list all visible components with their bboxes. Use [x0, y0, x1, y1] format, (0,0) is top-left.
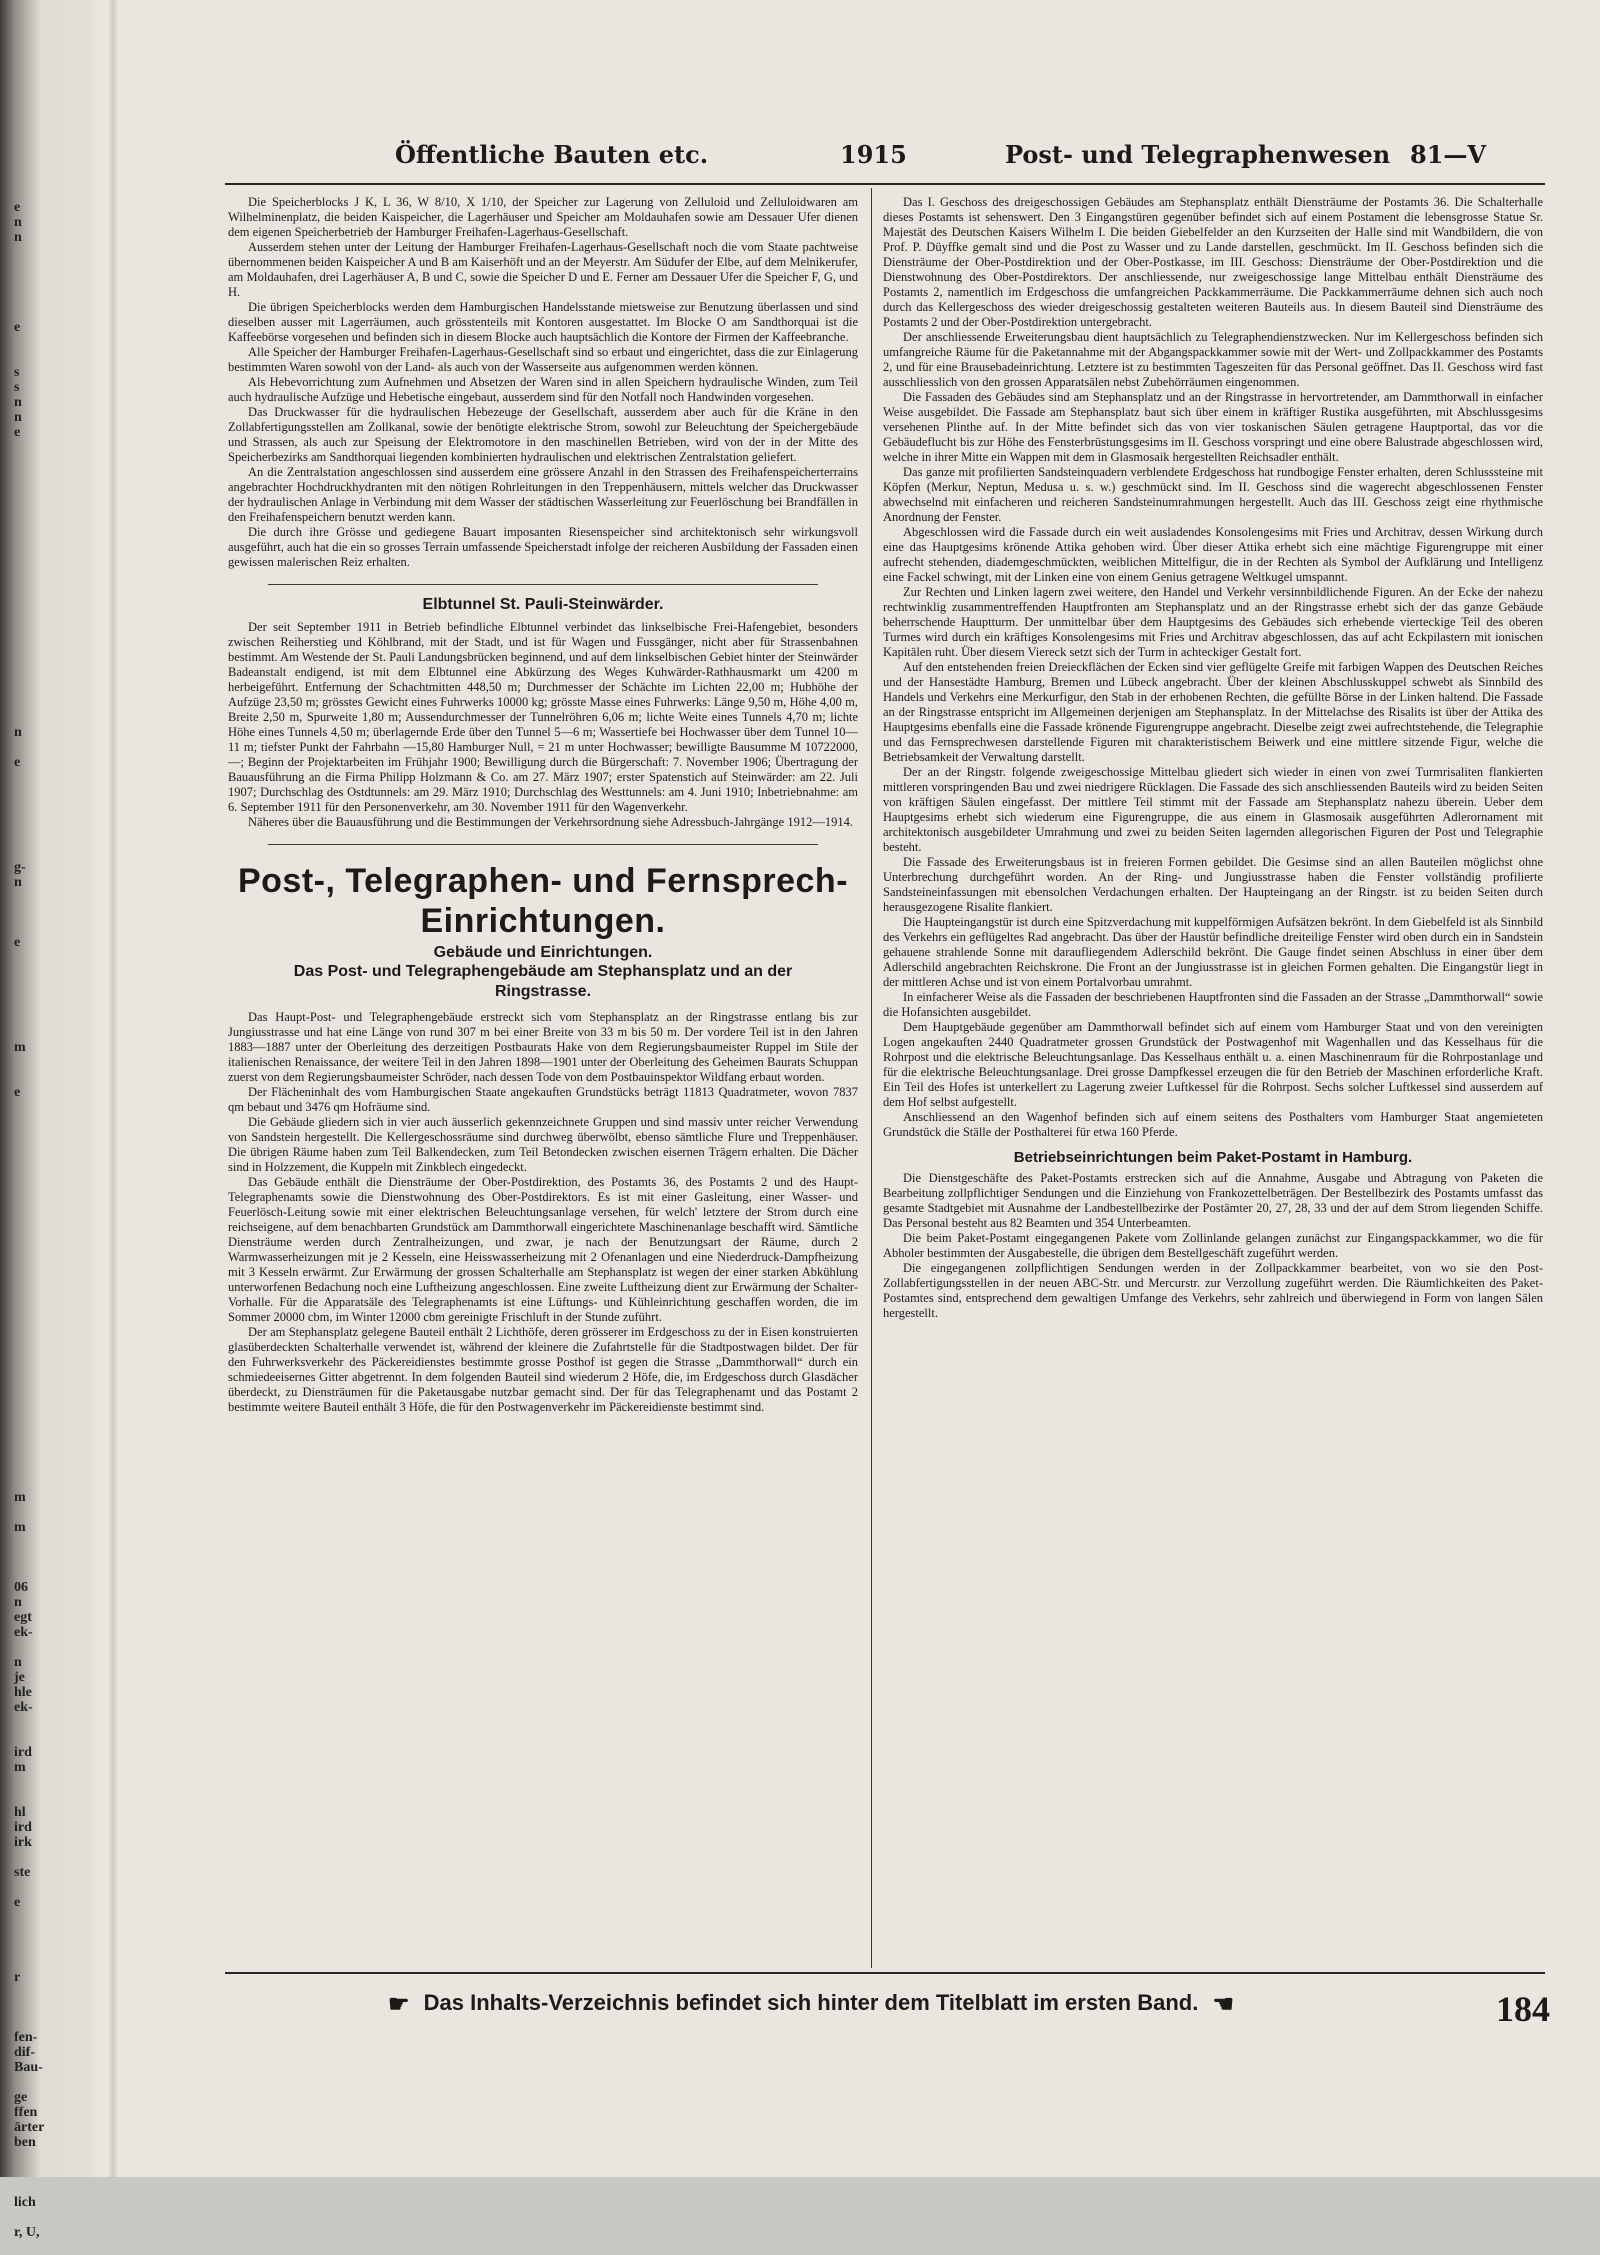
text-fragment: [14, 305, 74, 320]
paragraph: Abgeschlossen wird die Fassade durch ein weit ausladendes Konsolengesims mit Fries und Architrav, dessen Wirkung durch eine das Hauptgesims krönende Attika gehoben wird. Über dieser Attika erhebt sich eine mächtige Figurengruppe mit einer aufrecht stehenden, diademgeschmückten, weiblichen Mittelfigur, die in der Rechten als Symbol der Aufklärung und Intelligenz eine Fackel schwingt, mit der Linken eine von einem Genius getragene Weltkugel umspannt.: [883, 525, 1543, 584]
speicher-section: [228, 195, 858, 570]
paragraph: Dem Hauptgebäude gegenüber am Dammthorwall befindet sich auf einem vom Hamburger Staat und von den vereinigten Logen angekauften 2440 Quadratmeter grossen Grundstück der Postwagenhof mit Wagenhallen und das Kesselhaus für die Rohrpost und die elektrische Beleuchtungsanlage. Das Kesselhaus enthält u. a. einen Maschinenraum für die Rohrpostanlage und für die elektrische Beleuchtungsanlage. Drei grosse Dampfkessel erzeugen die für den Betrieb der Maschinen erforderliche Kraft. Ein Teil des Hofes ist unterkellert zu Lagerung zweier Luftkessel für die Rohrpost. Sechs solcher Luftkessel sind ausserdem auf dem Hof selbst aufgestellt.: [883, 1020, 1543, 1109]
running-header: [395, 140, 1545, 184]
text-fragment: [14, 1340, 74, 1355]
paragraph: Das Gebäude enthält die Diensträume der Ober-Postdirektion, des Postamts 36, des Postamts 2 und des Haupt-Telegraphenamts sowie die Dienstwohnung des Ober-Postdirektors. Es ist mit einer Gasleitung, einer Wasser- und Feuerlösch-Leitung sowie mit einer elektrischen Beleuchtungsanlage versehen, für welch' letztere der Strom durch eine reichseigene, auf dem benachbarten Grundstück am Dammthorwall eingerichtete Maschinenanlage beschafft wird. Sämtliche Diensträume werden durch Zentralheizungen, und zwar, je nach der Benutzungsart der Räume, durch 2 Warmwasserheizungen mit je 2 Kesseln, eine Heisswasserheizung mit 2 Ofenanlagen und eine Niederdruck-Dampfheizung mit 3 Kesseln erwärmt. Zur Erwärmung der grossen Schalterhalle am Stephansplatz ist wegen der einer starken Abkühlung unterworfenen Bedachung noch eine Luftheizung angeschlossen. Eine zweite Luftheizung dient zur Erwärmung der Schalter-Vorhalle. Für die Apparatsäle des Telegraphenamts ist eine Lüftungs- und Kühleinrichtung geschaffen worden, die im Sommer 20000 cbm, im Winter 12000 cbm gereinigte Frischluft in der Stunde zuführt.: [228, 1175, 858, 1324]
text-fragment: [14, 1325, 74, 1340]
text-fragment: [14, 1850, 74, 1865]
paragraph: Alle Speicher der Hamburger Freihafen-Lagerhaus-Gesellschaft sind so erbaut und eingerichtet, dass die zur Einlagerung bestimmten Waren sowohl von der Land- als auch von der Wasserseite aus aufgenommen werden können.: [228, 345, 858, 374]
text-fragment: [14, 560, 74, 575]
text-fragment: [14, 2075, 74, 2090]
text-fragment: e: [14, 200, 21, 215]
text-fragment: [14, 740, 74, 755]
text-fragment: [14, 530, 74, 545]
text-fragment: [14, 605, 74, 620]
column-rule: [871, 188, 872, 1968]
text-fragment: [14, 650, 74, 665]
text-fragment: [14, 1190, 74, 1205]
text-fragment: [14, 1640, 74, 1655]
text-fragment: s: [14, 365, 20, 380]
text-fragment: ge: [14, 2090, 28, 2105]
paragraph: Näheres über die Bauausführung und die Bestimmungen der Verkehrsordnung siehe Adressbuch-Jahrgänge 1912—1914.: [248, 815, 853, 829]
text-fragment: [14, 785, 74, 800]
text-fragment: fen-: [14, 2030, 38, 2045]
paragraph: Die Fassade des Erweiterungsbaus ist in freieren Formen gebildet. Die Gesimse sind an allen Bauteilen möglichst ohne Unterbrechung durchgeführt worden. An der Ring- und Jungiusstrasse haben die Fenster vollständig profilierte Sandsteineinfassungen mit ebensolchen Verdachungen erhalten. Der Haupteingang an der Ringstr. ist zu beiden Seiten durch herausgezogene Risalite flankiert.: [883, 855, 1543, 914]
text-fragment: [14, 710, 74, 725]
text-fragment: n: [14, 1655, 22, 1670]
post-main-heading: Post-, Telegraphen- und Fernsprech-Einrichtungen.: [237, 862, 849, 940]
text-fragment: hle: [14, 1685, 32, 1700]
text-fragment: s: [14, 380, 20, 395]
building-description-section: [883, 195, 1543, 1140]
text-fragment: [14, 485, 74, 500]
text-fragment: ben: [14, 2135, 36, 2150]
paragraph: Die Gebäude gliedern sich in vier auch äusserlich gekennzeichnete Gruppen und sind massiv unter reicher Verwendung von Sandstein hergestellt. Die Kellergeschossräume sind durchweg überwölbt, ebenso sämtliche Flure und Treppenhäuser. Die übrigen Räume haben zum Teil Balkendecken, zum Teil Betondecken zwischen eisernen Trägern erhalten. Die Dächer sind in Holzzement, die Kuppeln mit Zinkblech eingedeckt.: [228, 1115, 858, 1174]
left-column: [228, 195, 858, 1975]
text-fragment: [14, 1160, 74, 1175]
paragraph: Ausserdem stehen unter der Leitung der Hamburger Freihafen-Lagerhaus-Gesellschaft noch die vom Staate pachtweise übernommenen beiden Kaispeicher A und B am Kaiserhöft und an der Meyerstr. Am Südufer der Elbe, auf dem Melnikerufer, am Moldauhafen, drei Lagerhäuser A, B und C, sowie die Speicher D und E. Ferner am Dessauer Ufer die Speicher F, G, und H.: [228, 240, 858, 299]
paragraph: Die Dienstgeschäfte des Paket-Postamts erstrecken sich auf die Annahme, Ausgabe und Abtragung von Paketen die Bearbeitung zollpflichtiger Sendungen und die Einziehung von Frankozettelbeträgen. Der Bestellbezirk des Postamts umfasst das gesamte Stadtgebiet mit Ausnahme der Landbestellbezirke der Postämter 20, 27, 28, 33 und der auf dem Strom liegenden Schiffe. Das Personal besteht aus 82 Beamten und 354 Unterbeamten.: [883, 1171, 1543, 1230]
text-fragment: r: [14, 1970, 21, 1985]
right-column: [883, 195, 1543, 1975]
text-fragment: dif-: [14, 2045, 35, 2060]
text-fragment: [14, 1415, 74, 1430]
text-fragment: [14, 950, 74, 965]
text-fragment: ärter: [14, 2120, 45, 2135]
text-fragment: [14, 290, 74, 305]
paragraph: Der seit September 1911 in Betrieb befindliche Elbtunnel verbindet das linkselbische Frei-Hafengebiet, besonders zwischen Reiherstieg und Köhlbrand, mit der Stadt, und ist für Wagen und Fussgänger, nicht aber für Strassenbahnen bestimmt. Am Westende der St. Pauli Landungsbrücken beginnend, und auf dem linkselbischen Gebiet hinter der Steinwärder Badeanstalt endigend, ist mit dem Elbtunnel eine Abkürzung des Weges Kuhwärder-Rathhausmarkt um 4200 m herbeigeführt. Entfernung der Schachtmitten 448,50 m; Durchmesser der Schächte im Lichten 22,00 m; Hubhöhe der Aufzüge 23,50 m; grösstes Gewicht eines Fuhrwerks 10000 kg; grösste Masse eines Fuhrwerks: Länge 9,50 m, Höhe 4,00 m, Breite 2,50 m, Spurweite 1,80 m; Aussendurchmesser der Tunnelröhren 6,06 m; lichte Weite eines Tunnels 4,70 m; lichte Höhe eines Tunnels 4,50 m; überlagernde Erde über den Tunnel 5—6 m; Wassertiefe bei Hochwasser über dem Tunnel 10—11 m; tiefster Punkt der Fahrbahn —15,80 Hamburger Null, = 21 m unter Hochwasser; bewilligte Bausumme M 10722000,—; Beginn der Projektarbeiten im Frühjahr 1900; Bewilligung durch die Bürgerschaft: 7. November 1906; Übertragung der Bauausführung an die Firma Philipp Holzmann & Co. am 27. März 1907; erster Spatenstich auf Steinwärder: am 22. Juli 1907; Durchschlag des Ostdtunnels: am 29. März 1910; Durchschlag des Westtunnels: am 4. Juni 1910; Inbetriebnahme: am 6. September 1911 für den Personenverkehr, am 30. November 1911 für den Wagenverkehr.: [228, 620, 858, 814]
footer-notice: [380, 1990, 1380, 2030]
text-fragment: [14, 440, 74, 455]
text-fragment: [14, 2180, 74, 2195]
header-year: 1915: [840, 140, 907, 169]
text-fragment: [14, 2240, 74, 2255]
header-left-title: Öffentliche Bauten etc.: [395, 140, 709, 169]
text-fragment: [14, 515, 74, 530]
text-fragment: [14, 1460, 74, 1475]
text-fragment: [14, 2000, 74, 2015]
text-fragment: [14, 470, 74, 485]
text-fragment: [14, 1010, 74, 1025]
page-number: 184: [1496, 1989, 1550, 2029]
paragraph: Der an der Ringstr. folgende zweigeschossige Mittelbau gliedert sich wieder in einen von zwei Turmrisaliten flankierten mittleren vorspringenden Bau und zwei niedrigere Rücklagen. Die Fassade des sich anschliessenden Bauteils wird zu beiden Seiten von kräftigen Säulen eingefasst. Der mittlere Teil stimmt mit der Fassade am Stephansplatz nahezu überein. Ueber dem Hauptgesims erhebt sich wiederum eine Figurengruppe, die aus einem in Glasmosaik ausgeführten Adlerornament mit architektonisch ausgebildeter Umrahmung und zwei zu beiden Seiten lagernden allegorischen Figuren der Post und Telegraphie besteht.: [883, 765, 1543, 854]
paragraph: Die Speicherblocks J K, L 36, W 8/10, X 1/10, der Speicher zur Lagerung von Zelluloid und Zelluloidwaren am Wilhelminenplatz, die beiden Kaispeicher, die Lagerhäuser und Speicher am Moldauhafen sowie am Dessauer Ufer dienen dem eigenen Speicherbetrieb der Hamburger Freihafen-Lagerhaus-Gesellschaft.: [228, 195, 858, 239]
pointing-hand-left-icon: ☚: [1212, 1991, 1234, 2018]
text-fragment: [14, 635, 74, 650]
paragraph: Das Druckwasser für die hydraulischen Hebezeuge der Gesellschaft, ausserdem aber auch für die Kräne in den Zollabfertigungsstellen am Zollkanal, sowie der benötigte elektrische Strom, sowohl zur Beleuchtung der Speichergebäude und Strassen, als auch zur Speisung der Elektromotore in den maschinellen Betrieben, wird von der in der Mitte des Speicherbezirks am Sandthorquai liegenden kombinierten hydraulischen und elektrischen Zentralstation geliefert.: [228, 405, 858, 464]
elbtunnel-section: [228, 620, 858, 830]
text-fragment: [14, 2165, 74, 2180]
text-fragment: [14, 1775, 74, 1790]
paragraph: Das ganze mit profilierten Sandsteinquadern verblendete Erdgeschoss hat rundbogige Fenster erhalten, deren Schlusssteine mit Köpfen (Merkur, Neptun, Medusa u. s. w.) geschmückt sind. Im II. Geschoss sind die wagerecht abgeschlossenen Fenster abwechselnd mit einfacheren und reicheren Sandsteinumrahmungen hergestellt. Auch das III. Geschoss zeigt eine rhythmische Anordnung der Fenster.: [883, 465, 1543, 524]
text-fragment: [14, 620, 74, 635]
text-fragment: [14, 1145, 74, 1160]
text-fragment: n: [14, 230, 22, 245]
stephansplatz-section: [228, 1010, 858, 1415]
header-page-ref: 81—V: [1410, 140, 1487, 169]
text-fragment: [14, 1790, 74, 1805]
text-fragment: [14, 1235, 74, 1250]
text-fragment: [14, 1985, 74, 2000]
text-fragment: e: [14, 425, 21, 440]
text-fragment: m: [14, 1040, 26, 1055]
text-fragment: [14, 1535, 74, 1550]
paragraph: Die Haupteingangstür ist durch eine Spitzverdachung mit kuppelförmigen Aufsätzen bekrönt. In dem Giebelfeld ist als Sinnbild des Verkehrs ein geflügeltes Rad angebracht. Das über der Haustür befindliche dreiteilige Fenster wird oben durch ein in Sandstein gehauene strahlende Sonne mit daraufliegendem Adlerschild bekrönt. Die Gauge findet seinen Abschluss in einer über dem Adlerschild angebrachten Reichskrone. Die Front an der Jungiusstrasse ist in gleichen Formen gehalten. Die Eingangstür liegt in der mittleren Achse und ist von einem Portalvorbau umrahmt.: [883, 915, 1543, 989]
paragraph: Die Fassaden des Gebäudes sind am Stephansplatz und an der Ringstrasse in hervortretender, am Dammthorwall in einfacher Weise ausgebildet. Die Fassade am Stephansplatz baut sich über einem in kräftiger Rustika ausgeführten, mit Abschlussgesims versehenen Plinthe auf. In der Mitte befindet sich das von vier toskanischen Säulen getragene Hauptportal, das vor die Gebäudeflucht bis zur Höhe des Fensterbrüstungsgesims im II. Geschoss vorspringt und eine obere Balustrade abgeschlossen wird, welche in ihrer Mitte ein Wappen mit dem in Glasmosaik hergestellten Reichsadler enthält.: [883, 390, 1543, 464]
text-fragment: [14, 1715, 74, 1730]
text-fragment: [14, 965, 74, 980]
paragraph: Die durch ihre Grösse und gediegene Bauart imposanten Riesenspeicher sind architektonisch sehr wirkungsvoll ausgeführt, auch hat die ein so grosses Terrain umfassende Speicherstadt infolge der reicheren Ausbildung der Fassaden einen gewissen malerischen Reiz erhalten.: [228, 525, 858, 569]
text-fragment: [14, 1955, 74, 1970]
text-fragment: [14, 1025, 74, 1040]
text-fragment: n: [14, 1595, 22, 1610]
text-fragment: [14, 1400, 74, 1415]
text-fragment: ird: [14, 1745, 32, 1760]
text-fragment: ste: [14, 1865, 31, 1880]
text-fragment: [14, 1880, 74, 1895]
text-fragment: [14, 1220, 74, 1235]
text-fragment: [14, 1925, 74, 1940]
page-fold: [108, 0, 118, 2177]
stephansplatz-subheading: Das Post- und Telegraphengebäude am Stephansplatz und an der Ringstrasse.: [293, 963, 793, 1000]
header-section-title: Post- und Telegraphenwesen: [1005, 140, 1391, 169]
text-fragment: [14, 545, 74, 560]
elbtunnel-heading: Elbtunnel St. Pauli-Steinwärder.: [422, 596, 664, 613]
text-fragment: Bau-: [14, 2060, 43, 2075]
text-fragment: ek-: [14, 1700, 33, 1715]
text-fragment: n: [14, 725, 22, 740]
text-fragment: ek-: [14, 1625, 33, 1640]
text-fragment: [14, 1175, 74, 1190]
gebaeude-subheading: Gebäude und Einrichtungen.: [433, 944, 653, 961]
text-fragment: 06: [14, 1580, 28, 1595]
text-fragment: e: [14, 1895, 21, 1910]
text-fragment: e: [14, 755, 21, 770]
header-rule: [225, 183, 1545, 185]
text-fragment: [14, 920, 74, 935]
footer-text: Das Inhalts-Verzeichnis befindet sich hinter dem Titelblatt im ersten Band.: [423, 1990, 1199, 2015]
text-fragment: [14, 1295, 74, 1310]
text-fragment: n: [14, 410, 22, 425]
text-fragment: [14, 1730, 74, 1745]
text-fragment: [14, 845, 74, 860]
paket-postamt-section: [883, 1171, 1543, 1321]
text-fragment: [14, 2150, 74, 2165]
text-fragment: egt: [14, 1610, 32, 1625]
text-fragment: [14, 890, 74, 905]
text-fragment: [14, 1280, 74, 1295]
text-fragment: m: [14, 1520, 26, 1535]
text-fragment: [14, 500, 74, 515]
paragraph: Auf den entstehenden freien Dreieckflächen der Ecken sind vier geflügelte Greife mit farbigen Wappen des Deutschen Reiches und der Hansestädte Hamburg, Bremen und Lübeck angebracht. Über der kleinen Abschlusskuppel schwebt als Sinnbild des Handels und Verkehrs eine Merkurfigur, den Stab in der erhobenen Rechten, die gefüllte Börse in der Linken haltend. Die Fassade an der Ringstrasse entspricht im Allgemeinen derjenigen am Stephansplatz. In der Mittelachse des Risalits ist über der Attika des Hauptgesims ebenfalls eine die Fassade krönende Figurengruppe angebracht. Dieselbe zeigt zwei aufrechtstehende, die Telegraphie und das Fernsprechwesen darstellende Figuren mit charakteristischem Beiwerk und eine mittlere sitzende Figur, welche die Betriebsamkeit der Verwaltung darstellt.: [883, 660, 1543, 764]
text-fragment: m: [14, 1760, 26, 1775]
text-fragment: je: [14, 1670, 25, 1685]
text-fragment: [14, 590, 74, 605]
text-fragment: [14, 2210, 74, 2225]
text-fragment: [14, 665, 74, 680]
paragraph: Das I. Geschoss des dreigeschossigen Gebäudes am Stephansplatz enthält Diensträume der Postamts 36. Die Schalterhalle dieses Postamts ist sehenswert. Den 3 Eingangstüren gegenüber befindet sich auf einem Postament die lebensgrosse Statue Sr. Majestät des Deutschen Kaisers Wilhelm I. Die beiden Giebelfelder an den Kurzseiten der Halle sind mit Wandbildern, die von Prof. P. Düyffke gemalt sind und die Post zu Wasser und zu Lande darstellen, geschmückt. Im II. Geschoss befinden sich die Diensträume der Ober-Postdirektion und der Ober-Postkasse, im III. Geschoss: Diensträume der Ober-Postdirektion und die Dienstwohnung des Ober-Postdirektors. Der anschliessende, nur zweigeschossige lange Mittelbau enthält Diensträume des Postamts 2, namentlich im Erdgeschoss die umfangreichen Packkammerräume. Die Packkammerräume dehnen sich auch noch durch das Kellergeschoss des wieder dreigeschossig gestalteten weiteren Bauteils aus. In diesem Bauteil sind Diensträume des Postamts 2 und der Ober-Postdirektion untergebracht.: [883, 195, 1543, 329]
text-fragment: [14, 1430, 74, 1445]
text-fragment: [14, 830, 74, 845]
paragraph: Der anschliessende Erweiterungsbau dient hauptsächlich zu Telegraphendienstzwecken. Nur im Kellergeschoss befinden sich umfangreiche Räume für die Paketannahme mit der Abgangspackkammer sowie mit der Wert- und Zollpackkammer des Postamts 2, und für eine Brausebadeinrichtung. Letztere ist zu bestimmten Tageszeiten für das Personal geöffnet. Das II. Geschoss wird fast ausschliesslich von den grossen Apparatsälen nebst Zubehörräumen eingenommen.: [883, 330, 1543, 389]
paragraph: Die beim Paket-Postamt eingegangenen Pakete vom Zollinlande gelangen zunächst zur Eingangspackkammer, wo die für Abholer bestimmten der Ausgabestelle, die übrigen dem Bestellgeschäft zugeführt werden.: [883, 1231, 1543, 1260]
pointing-hand-right-icon: ☛: [388, 1991, 410, 2018]
text-fragment: [14, 980, 74, 995]
text-fragment: n: [14, 215, 22, 230]
text-fragment: [14, 815, 74, 830]
text-fragment: [14, 575, 74, 590]
text-fragment: [14, 1055, 74, 1070]
paragraph: Als Hebevorrichtung zum Aufnehmen und Absetzen der Waren sind in allen Speichern hydraulische Winden, zum Teil auch hydraulische Aufzüge und Hebetische eingebaut, ausserdem sind für den Notfall noch Handwinden vorgesehen.: [228, 375, 858, 404]
text-fragment: e: [14, 935, 21, 950]
paragraph: Anschliessend an den Wagenhof befinden sich auf einem seitens des Posthalters vom Hamburger Staat angemieteten Grundstück die Ställe der Posthalterei für etwa 160 Pferde.: [883, 1110, 1543, 1139]
text-fragment: n: [14, 395, 22, 410]
text-fragment: [14, 1310, 74, 1325]
text-fragment: [14, 1205, 74, 1220]
paragraph: Die eingegangenen zollpflichtigen Sendungen werden in der Zollpackkammer bearbeitet, von wo sie den Post-Zollabfertigungsstellen in der neuen ABC-Str. und Mercurstr. zur Verzollung zugeführt werden. Die Räumlichkeiten des Paket-Postamtes sind, entsprechend dem gewaltigen Umfange des Verkehrs, sehr zahlreich und überwiegend in Form von langen Sälen hergestellt.: [883, 1261, 1543, 1320]
text-fragment: ird: [14, 1820, 32, 1835]
text-fragment: [14, 1115, 74, 1130]
text-fragment: [14, 245, 74, 260]
text-fragment: r, U,: [14, 2225, 40, 2240]
text-fragment: [14, 335, 74, 350]
paket-postamt-heading: Betriebseinrichtungen beim Paket-Postamt in Hamburg.: [1013, 1149, 1413, 1166]
text-fragment: [14, 275, 74, 290]
paragraph: An die Zentralstation angeschlossen sind ausserdem eine grössere Anzahl in den Strassen des Freihafenspeicherterrains angebrachter Hochdruckhydranten mit den nötigen Rohrleitungen in den Treppenhäusern, mittels welcher das Druckwasser der hydraulischen Anlage in Verbindung mit dem Wasser der städtischen Wasserleitung zur Feuerlöschung bei Brandfällen in den Freihafenspeichern benutzt werden kann.: [228, 465, 858, 524]
paragraph: Der am Stephansplatz gelegene Bauteil enthält 2 Lichthöfe, deren grösserer im Erdgeschoss zu der in Eisen konstruierten glasüberdeckten Schalterhalle verwendet ist, während der kleinere die Zufahrtstelle für die Stadtpostwagen bildet. Der für den Fuhrwerksverkehr des Päckereidienstes bestimmte grosse Posthof ist gegen die Strasse „Dammthorwall“ durch ein schmiedeeisernes Gitter abgetrennt. In dem folgenden Bauteil sind wiederum 2 Höfe, die, im Erdgeschoss durch Glasdächer überdeckt, zu Diensträumen für die Paketausgabe nutzbar gemacht sind. Der für das Telegraphenamt und das Postamt 2 bestimmte weitere Bauteil enthält 3 Höfe, die für den Postwagenverkehr im Päckereidienste bestimmt sind.: [228, 1325, 858, 1414]
paragraph: In einfacherer Weise als die Fassaden der beschriebenen Hauptfronten sind die Fassaden an der Strasse „Dammthorwall“ sowie die Hofansichten ausgebildet.: [883, 990, 1543, 1019]
text-fragment: [14, 1475, 74, 1490]
text-fragment: [14, 455, 74, 470]
text-fragment: n: [14, 875, 22, 890]
text-fragment: [14, 1370, 74, 1385]
paragraph: Das Haupt-Post- und Telegraphengebäude erstreckt sich vom Stephansplatz an der Ringstrasse entlang bis zur Jungiusstrasse und hat eine Länge von rund 307 m bei einer Breite von 33 m bis 50 m. Der vordere Teil ist in den Jahren 1883—1887 unter der Oberleitung des derzeitigen Postbaurats Hake von dem Regierungsbaumeister Ruppel im Stile der italienischen Renaissance, der weitere Teil in den Jahren 1898—1901 unter der Oberleitung des Geheimen Baurats Schuppan zuerst von dem Regierungsbaumeister Schröder, nach dessen Tode von dem Postbauinspektor Wildfang erbaut worden.: [228, 1010, 858, 1084]
text-fragment: e: [14, 320, 21, 335]
text-fragment: [14, 800, 74, 815]
text-fragment: [14, 995, 74, 1010]
text-fragment: g-: [14, 860, 26, 875]
text-fragment: hl: [14, 1805, 26, 1820]
text-fragment: [14, 695, 74, 710]
adjacent-page-text-fragments: [14, 200, 74, 2255]
section-divider: [268, 844, 818, 845]
text-fragment: irk: [14, 1835, 32, 1850]
paragraph: Der Flächeninhalt des vom Hamburgischen Staate angekauften Grundstücks beträgt 11813 Quadratmeter, wovon 7837 qm bebaut und 3476 qm Hofräume sind.: [228, 1085, 858, 1114]
text-fragment: [14, 770, 74, 785]
text-fragment: ffen: [14, 2105, 38, 2120]
footer-rule: [225, 1972, 1545, 1974]
text-fragment: [14, 260, 74, 275]
paragraph: Die übrigen Speicherblocks werden dem Hamburgischen Handelsstande mietsweise zur Benutzung überlassen und sind dieselben ausser mit Lagerräumen, auch grösstenteils mit Kontoren ausgestattet. Im Blocke O am Sandthorquai ist die Kaffeebörse vorgesehen und befinden sich in diesem Blocke auch hauptsächlich die Kontore der Firmen der Kaffeebranche.: [228, 300, 858, 344]
text-fragment: [14, 1100, 74, 1115]
text-fragment: [14, 2015, 74, 2030]
text-fragment: [14, 1070, 74, 1085]
paragraph: Zur Rechten und Linken lagern zwei weitere, den Handel und Verkehr versinnbildlichende Figuren. An der Ecke der nahezu rechtwinklig zusammentreffenden Hauptfronten am Stephansplatz und an der Ringstrasse erhebt sich der das ganze Gebäude beherrschende Hauptturm. Der unmittelbar über dem Hauptgesims des Gebäudes sich erhebende vierteckige Teil des oberen Turmes wird durch ein kräftiges Konsolengesims mit Fries und Architrav abgeschlossen, das auf acht Eckpilastern mit ionischen Kapitälen ruht. Über diesem Viereck setzt sich der Turm in achteckiger Gestalt fort.: [883, 585, 1543, 659]
text-fragment: [14, 1385, 74, 1400]
text-fragment: [14, 1130, 74, 1145]
text-fragment: m: [14, 1490, 26, 1505]
text-fragment: [14, 1565, 74, 1580]
text-fragment: [14, 1265, 74, 1280]
text-fragment: [14, 350, 74, 365]
text-fragment: [14, 1940, 74, 1955]
text-fragment: [14, 1505, 74, 1520]
text-fragment: [14, 1250, 74, 1265]
text-fragment: [14, 680, 74, 695]
text-fragment: lich: [14, 2195, 36, 2210]
text-fragment: [14, 1355, 74, 1370]
section-divider: [268, 584, 818, 585]
text-fragment: [14, 1550, 74, 1565]
text-fragment: [14, 1910, 74, 1925]
text-fragment: e: [14, 1085, 21, 1100]
text-fragment: [14, 1445, 74, 1460]
text-fragment: [14, 905, 74, 920]
